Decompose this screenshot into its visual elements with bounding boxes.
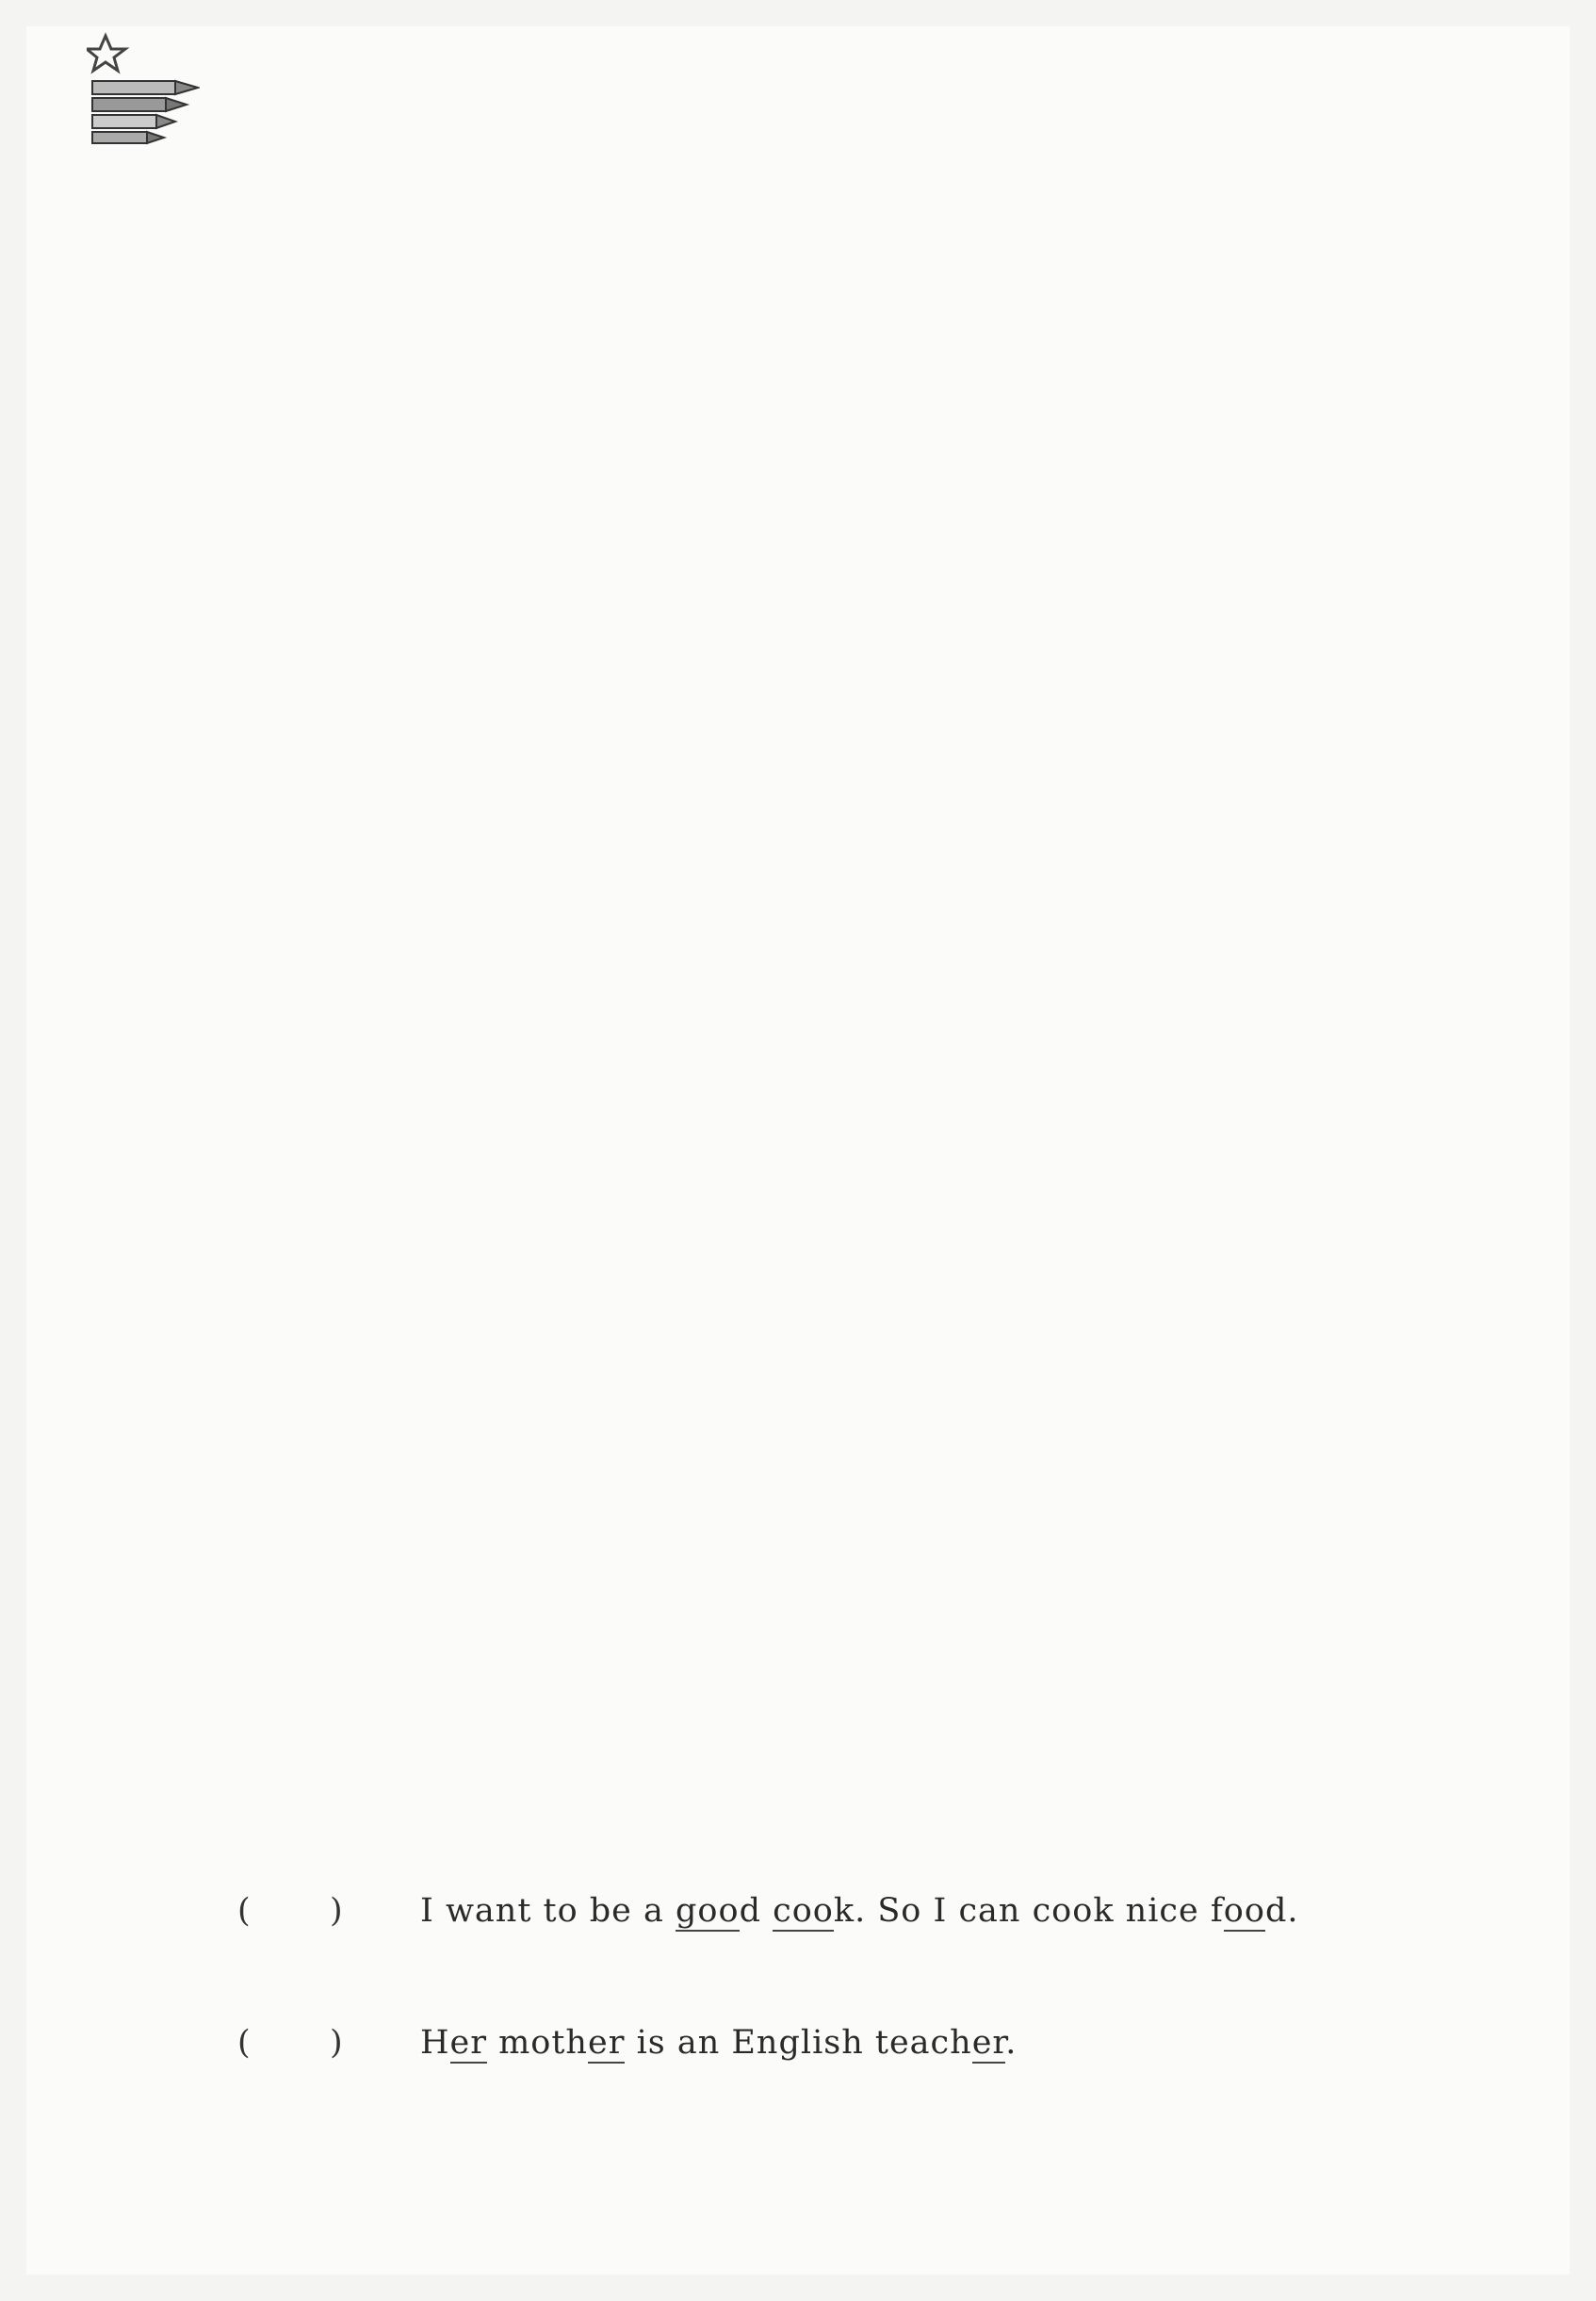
sentence: Her mother is an English teacher. — [420, 2024, 1018, 2062]
sentence: I want to be a good cook. So I can cook nice food. — [420, 1892, 1299, 1930]
pencils-logo-icon — [87, 26, 200, 149]
page-sheet — [26, 26, 1570, 2275]
header — [87, 26, 614, 149]
